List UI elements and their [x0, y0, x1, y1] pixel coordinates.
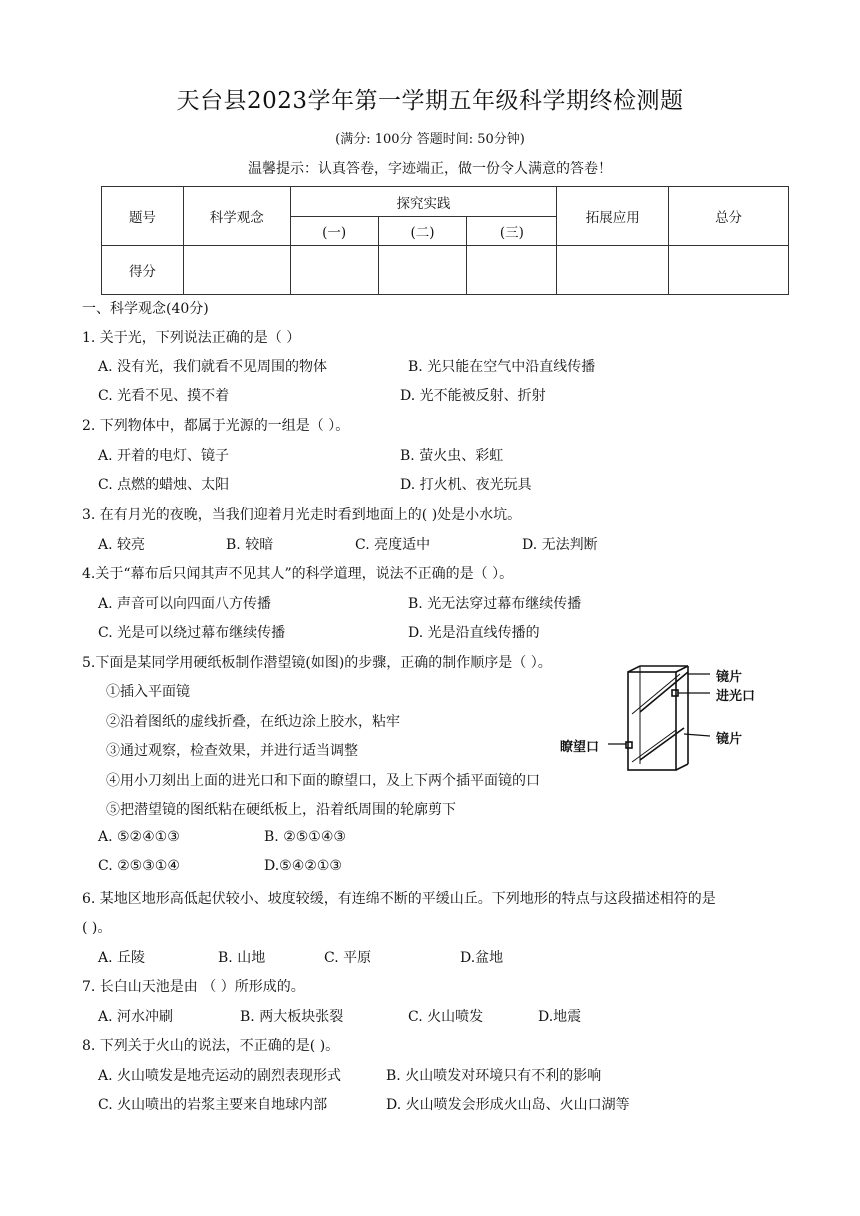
option-c: C. ②⑤③①④	[98, 858, 180, 874]
score-header-sub3: (三)	[467, 217, 557, 246]
section-heading: 一、科学观念(40分)	[82, 301, 209, 317]
option-c: C. 光看不见、摸不着	[98, 388, 230, 404]
figure-label-mirror-bottom: 镜片	[716, 732, 743, 747]
question-stem-cont: ( )。	[82, 920, 112, 936]
option-b: B. 两大板块张裂	[240, 1009, 344, 1025]
option-d: D.⑤④②①③	[264, 858, 342, 874]
option-b: B. ②⑤①④③	[264, 829, 346, 845]
option-d: D. 打火机、夜光玩具	[400, 477, 532, 493]
question-stem: 1. 关于光，下列说法正确的是（ ）	[82, 330, 301, 346]
exam-title: 天台县2023学年第一学期五年级科学期终检测题	[176, 88, 684, 114]
score-row-label: 得分	[102, 246, 184, 295]
option-c: C. 光是可以绕过幕布继续传播	[98, 625, 286, 641]
option-d: D. 光是沿直线传播的	[408, 625, 540, 641]
score-header-sub2: (二)	[378, 217, 467, 246]
score-cell	[467, 246, 557, 295]
option-b: B. 光只能在空气中沿直线传播	[408, 359, 596, 375]
step-item: ③通过观察，检查效果，并进行适当调整	[106, 743, 358, 759]
score-header-qnum: 题号	[102, 187, 184, 246]
question-stem: 6. 某地区地形高低起伏较小、坡度较缓，有连绵不断的平缓山丘。下列地形的特点与这段描述相符的是	[82, 891, 716, 907]
option-c: C. 火山喷出的岩浆主要来自地球内部	[98, 1097, 328, 1113]
option-a: A. 开着的电灯、镜子	[98, 448, 230, 464]
option-d: D.盆地	[460, 950, 504, 966]
score-cell	[290, 246, 378, 295]
option-c: C. 点燃的蜡烛、太阳	[98, 477, 230, 493]
score-header-total: 总分	[669, 187, 789, 246]
step-item: ⑤把潜望镜的图纸粘在硬纸板上，沿着纸周围的轮廓剪下	[106, 802, 456, 818]
score-header-apply: 拓展应用	[557, 187, 669, 246]
question-stem: 4.关于“幕布后只闻其声不见其人”的科学道理，说法不正确的是（ ）。	[82, 566, 514, 582]
question-stem: 8. 下列关于火山的说法，不正确的是( )。	[82, 1038, 340, 1054]
question-stem: 3. 在有月光的夜晚，当我们迎着月光走时看到地面上的( )处是小水坑。	[82, 507, 522, 523]
score-cell	[378, 246, 467, 295]
exam-subtitle: (满分: 100分 答题时间: 50分钟)	[335, 132, 525, 147]
step-item: ①插入平面镜	[106, 684, 190, 700]
figure-label-light-inlet: 进光口	[716, 689, 756, 704]
option-c: C. 平原	[324, 950, 372, 966]
question-stem: 2. 下列物体中，都属于光源的一组是（ ）。	[82, 418, 350, 434]
option-c: C. 火山喷发	[408, 1009, 484, 1025]
question-stem: 7. 长白山天池是由 （ ）所形成的。	[82, 979, 305, 995]
periscope-figure	[560, 664, 770, 776]
step-item: ②沿着图纸的虚线折叠，在纸边涂上胶水，粘牢	[106, 714, 400, 730]
score-cell	[557, 246, 669, 295]
figure-label-mirror-top: 镜片	[716, 670, 743, 685]
option-d: D. 无法判断	[522, 537, 598, 553]
option-d: D. 火山喷发会形成火山岛、火山口湖等	[386, 1097, 630, 1113]
score-header-concept: 科学观念	[183, 187, 290, 246]
option-b: B. 萤火虫、彩虹	[400, 448, 504, 464]
option-b: B. 光无法穿过幕布继续传播	[408, 596, 582, 612]
option-a: A. ⑤②④①③	[98, 829, 180, 845]
option-b: B. 火山喷发对环境只有不利的影响	[386, 1068, 602, 1084]
option-d: D.地震	[538, 1009, 582, 1025]
score-header-sub1: (一)	[290, 217, 378, 246]
score-table	[101, 186, 789, 295]
score-header-practice: 探究实践	[290, 187, 557, 217]
option-a: A. 河水冲刷	[98, 1009, 174, 1025]
figure-label-lookout: 瞭望口	[560, 740, 600, 755]
option-b: B. 山地	[218, 950, 266, 966]
score-cell	[669, 246, 789, 295]
option-c: C. 亮度适中	[355, 537, 431, 553]
option-a: A. 没有光，我们就看不见周围的物体	[98, 359, 328, 375]
option-a: A. 火山喷发是地壳运动的剧烈表现形式	[98, 1068, 342, 1084]
exam-tip: 温馨提示：认真答卷，字迹端正，做一份令人满意的答卷！	[248, 161, 612, 177]
option-a: A. 较亮	[98, 537, 146, 553]
question-stem: 5.下面是某同学用硬纸板制作潜望镜(如图)的步骤，正确的制作顺序是（ ）。	[82, 655, 552, 671]
step-item: ④用小刀刻出上面的进光口和下面的瞭望口，及上下两个插平面镜的口	[106, 773, 540, 789]
score-cell	[183, 246, 290, 295]
option-a: A. 声音可以向四面八方传播	[98, 596, 272, 612]
option-a: A. 丘陵	[98, 950, 146, 966]
option-b: B. 较暗	[226, 537, 274, 553]
option-d: D. 光不能被反射、折射	[400, 388, 546, 404]
